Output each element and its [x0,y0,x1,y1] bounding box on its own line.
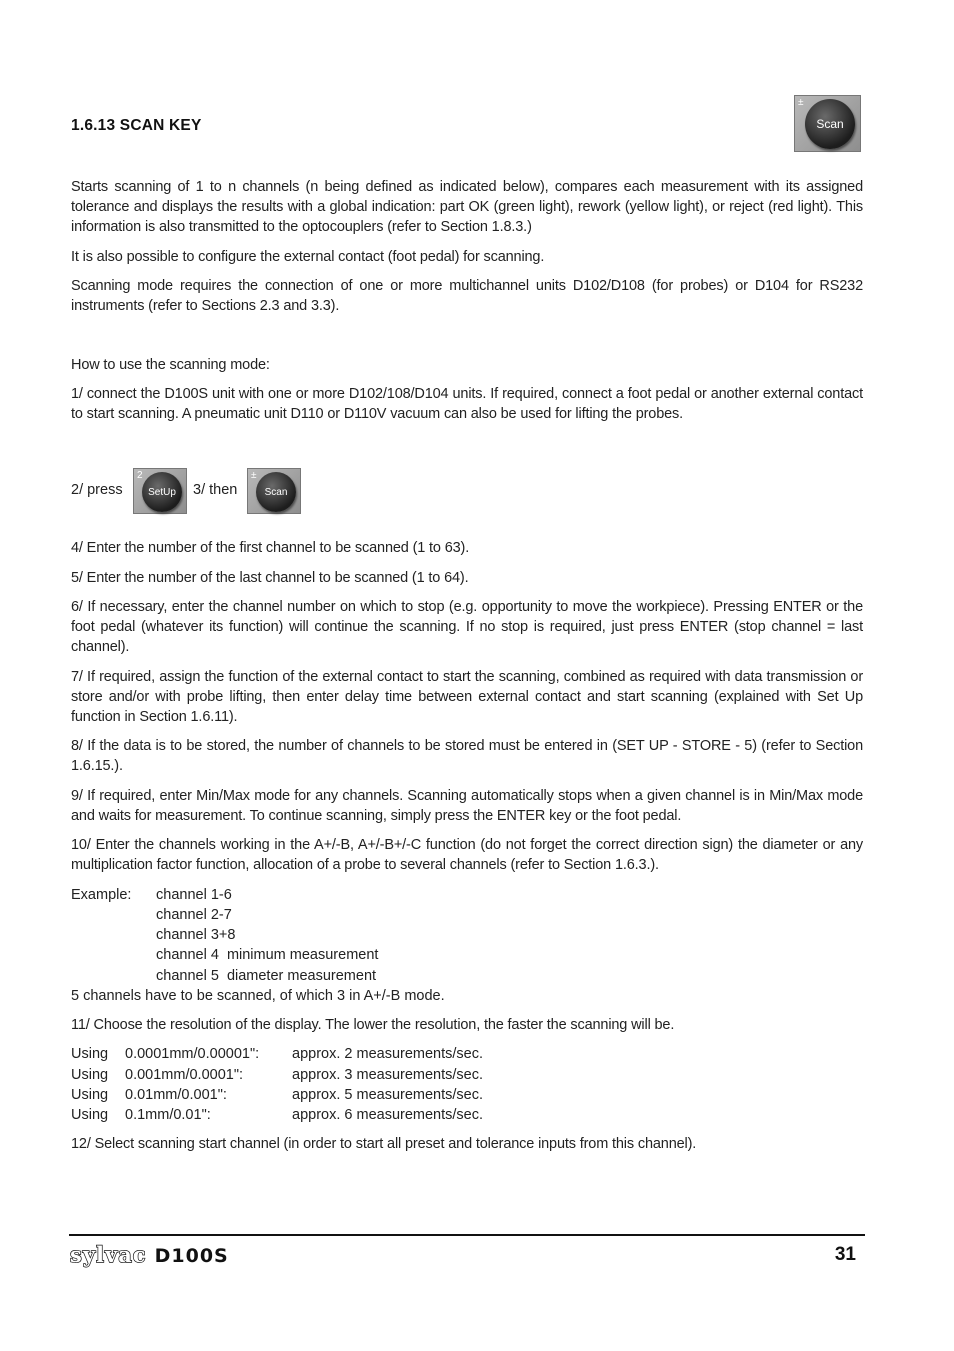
resolution-using: Using [71,1107,109,1123]
example-line: channel 5 diameter measurement [156,968,377,984]
step-11: 11/ Choose the resolution of the display. The lower the resolution, the faster the scanning will be. [71,1017,675,1033]
step-10: 10/ Enter the channels working in the A+/-B, A+/-B+/-C function (do not forget the correct direction sign) the diameter or any multiplication factor function, allocation of a probe to several channels (refer to Section 1.6.3.). [71,837,863,873]
resolution-using: Using [71,1046,109,1062]
step-12: 12/ Select scanning start channel (in order to start all preset and tolerance inputs from this channel). [71,1136,697,1152]
scan-key-icon [805,99,855,149]
foot-pedal-paragraph: It is also possible to configure the external contact (foot pedal) for scanning. [71,249,545,265]
resolution-rate: approx. 5 measurements/sec. [292,1087,484,1103]
resolution-value: 0.01mm/0.001": [125,1087,227,1103]
scan-key-small-label: Scan [264,486,288,498]
scan-key-label: Scan [816,117,844,131]
resolution-value: 0.1mm/0.01": [125,1107,211,1123]
resolution-rate: approx. 6 measurements/sec. [292,1107,484,1123]
resolution-rate: approx. 2 measurements/sec. [292,1046,484,1062]
brand-logo [70,1242,229,1267]
setup-key-icon [142,472,182,512]
setup-key-label: SetUp [148,486,176,498]
resolution-rate: approx. 3 measurements/sec. [292,1067,484,1083]
section-heading: 1.6.13 SCAN KEY [71,117,202,134]
step-8: 8/ If the data is to be stored, the number of channels to be stored must be entered in (SET UP - STORE - 5) (refer to Section 1.6.15.). [71,738,863,774]
example-line: channel 3+8 [156,927,236,943]
scan-key-small-image [247,468,301,514]
resolution-using: Using [71,1087,109,1103]
example-summary: 5 channels have to be scanned, of which 3 in A+/-B mode. [71,988,445,1004]
example-label: Example: [71,887,132,903]
page-number: 31 [834,1244,856,1265]
model-name: D100S [154,1245,229,1267]
requirements-paragraph: Scanning mode requires the connection of one or more multichannel units D102/D108 (for probes) or D104 for RS232 instruments (refer to Sections 2.3 and 3.3). [71,278,863,314]
example-line: channel 1-6 [156,887,232,903]
example-line: channel 2-7 [156,907,232,923]
intro-paragraph: Starts scanning of 1 to n channels (n being defined as indicated below), compares each measurement with its assigned tolerance and displays the results with a global indication: part OK (green light), rework (yellow light), or reject (red light). This information is also transmitted to the optocouplers (refer to Section 1.8.3.) [71,179,863,235]
brand-name: sylvac [70,1242,147,1267]
how-to-heading: How to use the scanning mode: [71,357,270,373]
step-1: 1/ connect the D100S unit with one or more D102/108/D104 units. If required, connect a foot pedal or another external contact to start scanning. A pneumatic unit D110 or D110V vacuum can also be used for lifting the probes. [71,386,863,422]
example-line: channel 4 minimum measurement [156,947,379,963]
resolution-using: Using [71,1067,109,1083]
resolution-value: 0.0001mm/0.00001": [125,1046,260,1062]
digit-2-icon: 2 [137,470,143,481]
step-3-text: 3/ then [193,482,238,498]
step-7: 7/ If required, assign the function of the external contact to start the scanning, combined as required with data transmission or store and/or with probe lifting, then enter delay time between external contact and start scanning (explained with Set Up function in Section 1.6.11). [71,669,863,725]
scan-key-small-icon [256,472,296,512]
resolution-value: 0.001mm/0.0001": [125,1067,243,1083]
plus-minus-small-icon: ± [251,470,257,481]
setup-key-image [133,468,187,514]
step-4: 4/ Enter the number of the first channel to be scanned (1 to 63). [71,540,470,556]
plus-minus-icon: ± [798,97,804,108]
step-6: 6/ If necessary, enter the channel number on which to stop (e.g. opportunity to move the workpiece). Pressing ENTER or the foot pedal (whatever its function) will continue the scanning. If no stop is required, just press ENTER (stop channel = last channel). [71,599,863,655]
step-9: 9/ If required, enter Min/Max mode for any channels. Scanning automatically stops when a given channel is in Min/Max mode and waits for measurement. To continue scanning, simply press the ENTER key or the foot pedal. [71,788,863,824]
scan-key-image [794,95,861,152]
step-2-text: 2/ press [71,482,123,498]
footer-divider [69,1234,865,1236]
step-5: 5/ Enter the number of the last channel to be scanned (1 to 64). [71,570,469,586]
